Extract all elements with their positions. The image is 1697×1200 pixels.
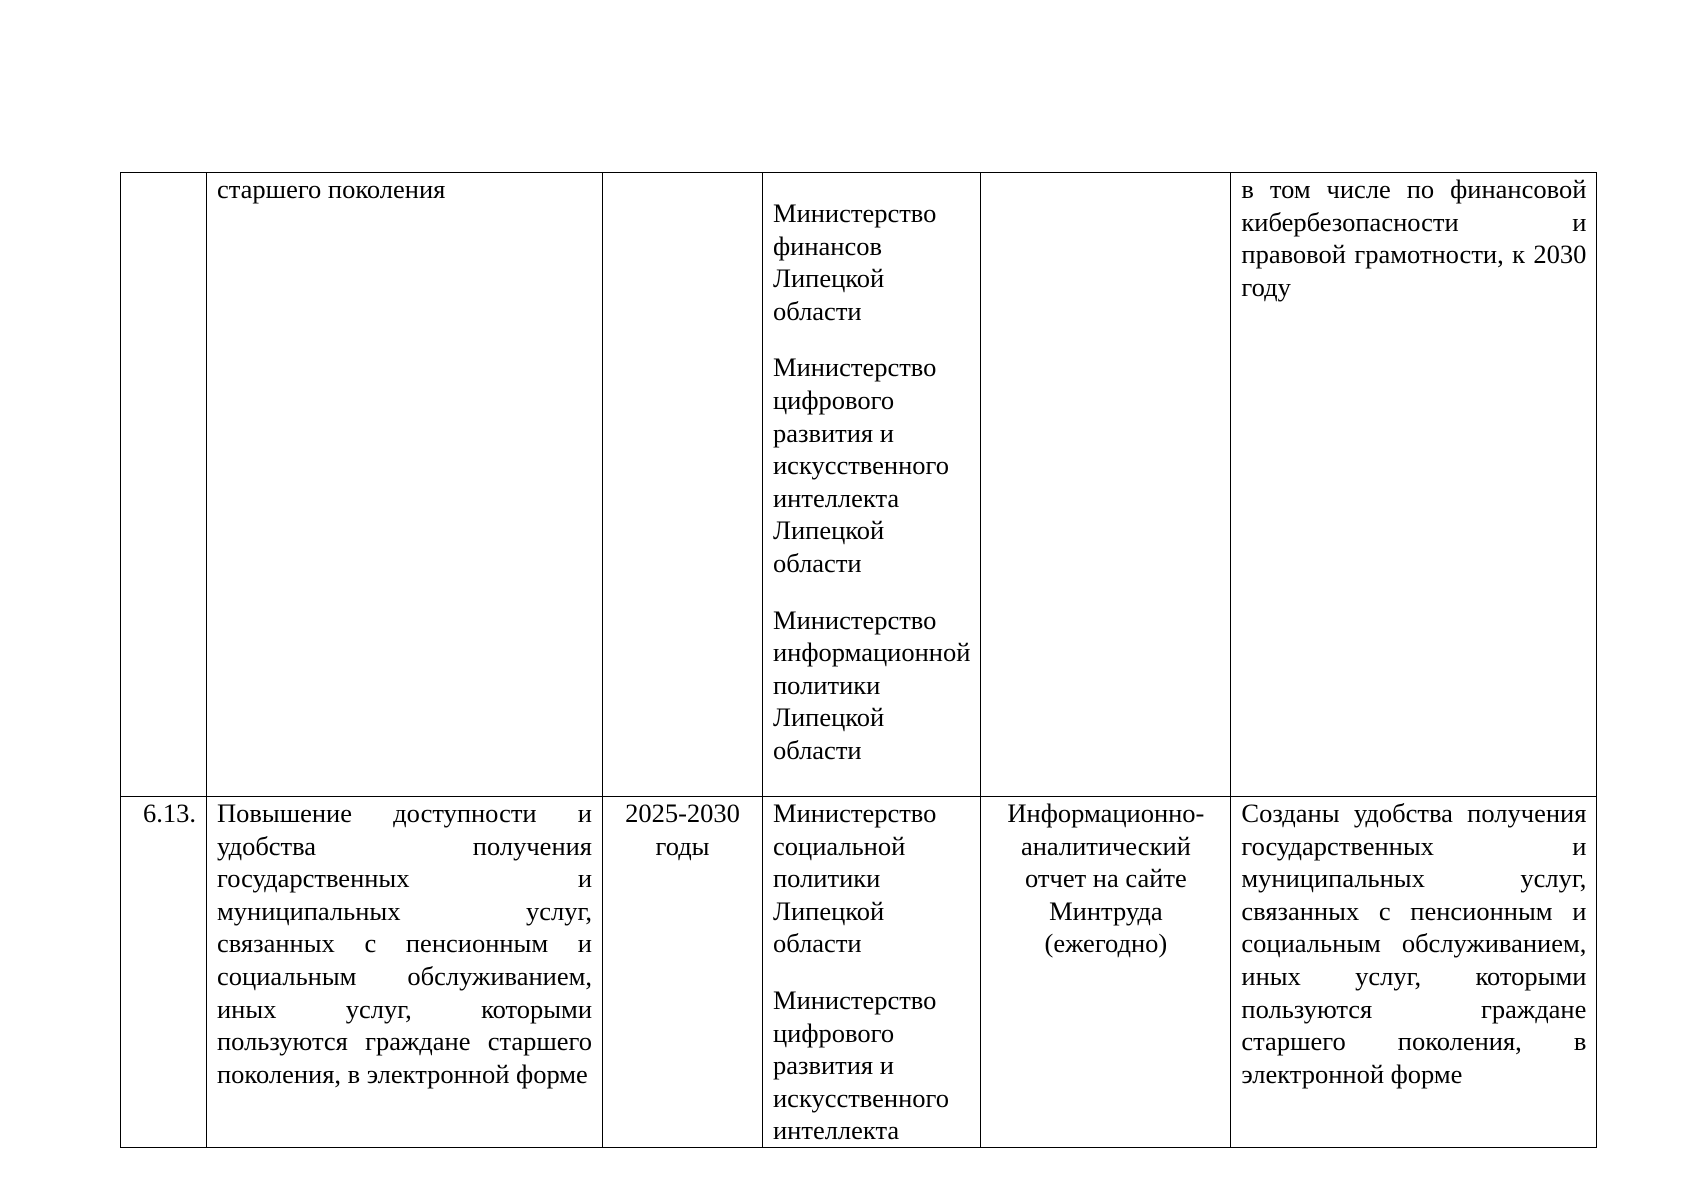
executor-entry: Министерство финансов Липецкой области xyxy=(773,198,937,326)
measure-title-cell: старшего поколения xyxy=(207,173,603,797)
measure-title-cell: Повышение доступности и удобства получения государственных и муниципальных услуг, связанных с пенсионным и социальным обслуживанием, иных услуг, которыми пользуются граждане старшего поколения, в электронной форме xyxy=(207,797,603,1148)
measures-table xyxy=(120,172,1597,1148)
row-number-cell xyxy=(121,173,207,797)
executors-cell xyxy=(763,797,981,1148)
result-cell: Созданы удобства получения государственных и муниципальных услуг, связанных с пенсионным и социальным обслуживанием, иных услуг, которыми пользуются граждане старшего поколения, в электронной форме xyxy=(1231,797,1597,1148)
table-row xyxy=(121,797,1597,1148)
period-cell: 2025-2030 годы xyxy=(603,797,763,1148)
row-number-cell: 6.13. xyxy=(121,797,207,1148)
period-cell xyxy=(603,173,763,797)
table-row xyxy=(121,173,1597,797)
result-cell: в том числе по финансовой кибербезопасности и правовой грамотности, к 2030 году xyxy=(1231,173,1597,797)
executor-entry: Министерство цифрового развития и искусственного интеллекта Липецкой области xyxy=(773,352,949,578)
executors-cell xyxy=(763,173,981,797)
executor-entry: Министерство цифрового развития и искусственного интеллекта xyxy=(773,984,949,1146)
executor-entry: Министерство социальной политики Липецкой области xyxy=(773,798,937,959)
executor-entry: Министерство информационной политики Липецкой области xyxy=(773,604,971,765)
report-cell xyxy=(981,173,1231,797)
report-cell: Информационно-аналитический отчет на сайте Минтруда (ежегодно) xyxy=(981,797,1231,1148)
